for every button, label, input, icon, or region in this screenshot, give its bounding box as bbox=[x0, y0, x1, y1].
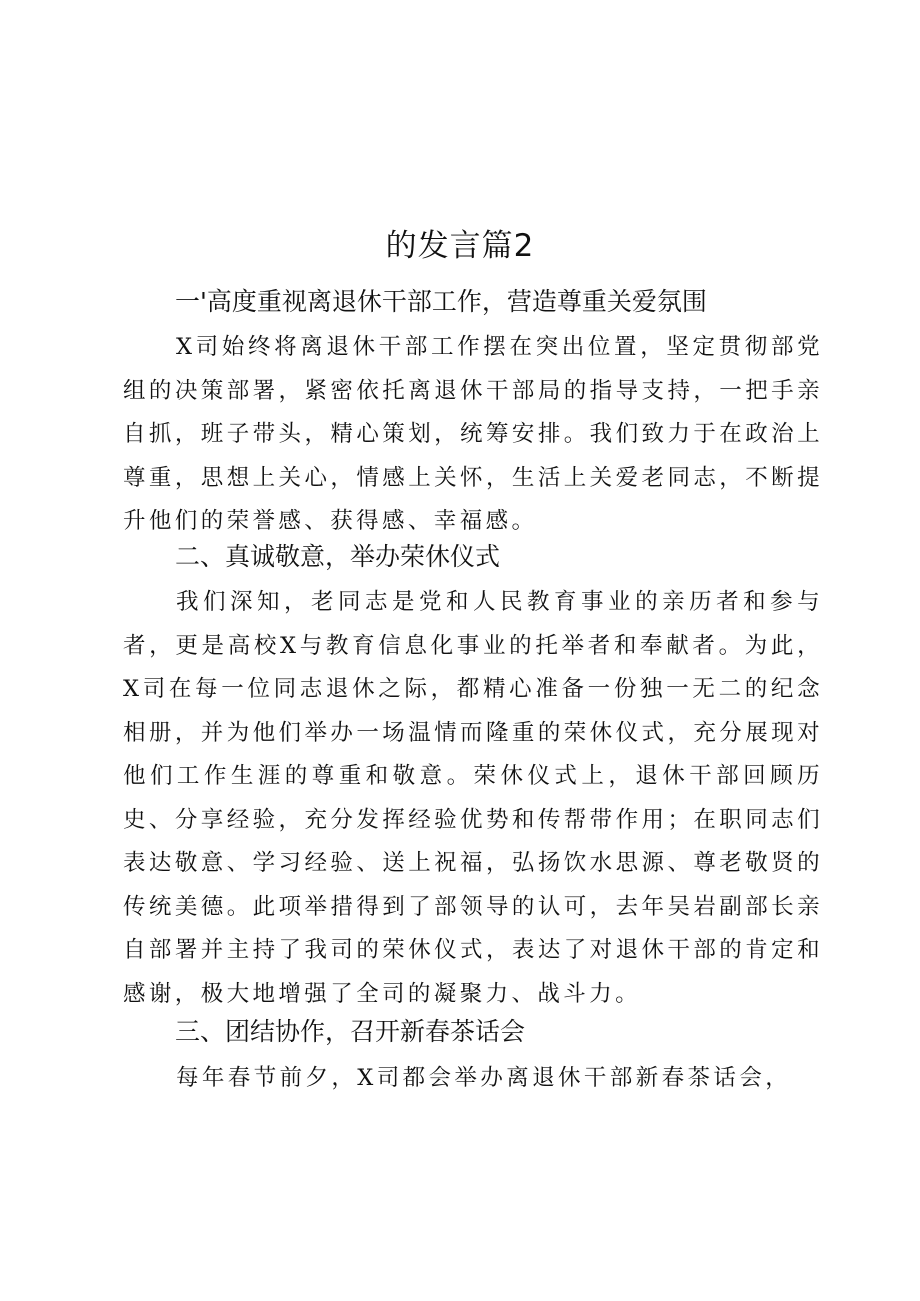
section-paragraph-1: X司始终将离退休干部工作摆在突出位置，坚定贯彻部党组的决策部署，紧密依托离退休干部局的指导支持，一把手亲自抓，班子带头，精心策划，统筹安排。我们致力于在政治上尊重，思想上关心，情感上关怀，生活上关爱老同志，不断提升他们的荣誉感、获得感、幸福感。 bbox=[123, 334, 823, 534]
section-paragraph-3: 每年春节前夕，X司都会举办离退休干部新春茶话会， bbox=[176, 1065, 792, 1091]
section-paragraph-2: 我们深知，老同志是党和人民教育事业的亲历者和参与者，更是高校X与教育信息化事业的托举者和奉献者。为此，X司在每一位同志退休之际，都精心准备一份独一无二的纪念相册，并为他们举办一场温情而隆重的荣休仪式，充分展现对他们工作生涯的尊重和敬意。荣休仪式上，退休干部回顾历史、分享经验，充分发挥经验优势和传帮带作用；在职同志们表达敬意、学习经验、送上祝福，弘扬饮水思源、尊老敬贤的传统美德。此项举措得到了部领导的认可，去年吴岩副部长亲自部署并主持了我司的荣休仪式，表达了对退休干部的肯定和感谢，极大地增强了全司的凝聚力、战斗力。 bbox=[123, 589, 823, 1007]
page-title: 的发言篇2 bbox=[385, 228, 535, 264]
section-heading-3: 三、团结协作，召开新春茶话会 bbox=[175, 1017, 526, 1046]
section-heading-2: 二、真诚敬意，举办荣休仪式 bbox=[175, 542, 501, 571]
section-heading-1: 一'高度重视离退休干部工作，营造尊重关爱氛围 bbox=[175, 287, 707, 316]
